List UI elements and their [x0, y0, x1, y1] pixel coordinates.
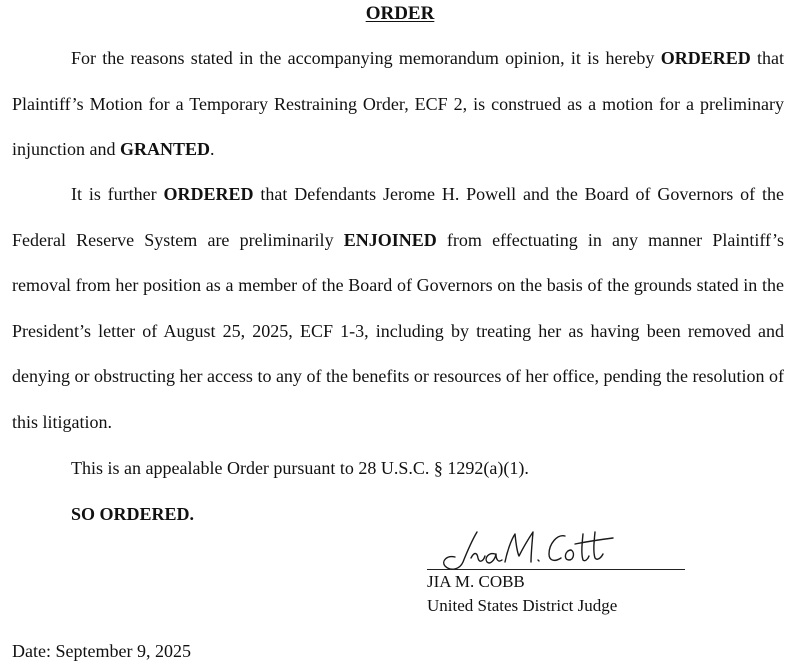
paragraph-motion-granted: [12, 36, 784, 173]
ordered-emphasis: ORDERED: [163, 184, 254, 204]
ordered-emphasis: ORDERED: [660, 48, 751, 68]
granted-emphasis: GRANTED: [119, 139, 210, 159]
enjoined-emphasis: ENJOINED: [343, 229, 437, 250]
paragraph-text: from effectuating in any manner Plaintiff’s removal from her position as a member of the Board of Governors on the basis of the grounds stated in the President’s letter of August 25, 2025, ECF 1-3, including by treating her as having been removed and denying or obstructing her access to any of the benefits or resources of her office, pending the resolution of this litigation.: [12, 229, 784, 432]
signature-block: [427, 528, 687, 618]
judge-title: United States District Judge: [427, 596, 618, 615]
paragraph-text: .: [210, 139, 215, 159]
paragraph-appealable: This is an appealable Order pursuant to 28 U.S.C. § 1292(a)(1).: [71, 458, 529, 478]
order-title: ORDER: [365, 3, 435, 24]
so-ordered: SO ORDERED.: [71, 504, 195, 524]
paragraph-text: It is further: [71, 184, 164, 204]
signature-line: [427, 569, 685, 570]
order-date: Date: September 9, 2025: [12, 641, 191, 661]
paragraph-text: that Plaintiff’s Motion for a Temporary Restraining Order, ECF 2, is construed as a motion for a preliminary injunction and: [12, 48, 784, 159]
judge-name: JIA M. COBB: [427, 572, 525, 591]
paragraph-text: For the reasons stated in the accompanying memorandum opinion, it is hereby: [71, 48, 661, 68]
paragraph-injunction: [12, 172, 784, 445]
paragraph-text: that Defendants Jerome H. Powell and the Board of Governors of the Federal Reserve System are preliminarily: [12, 184, 784, 250]
handwritten-signature: [437, 528, 627, 574]
